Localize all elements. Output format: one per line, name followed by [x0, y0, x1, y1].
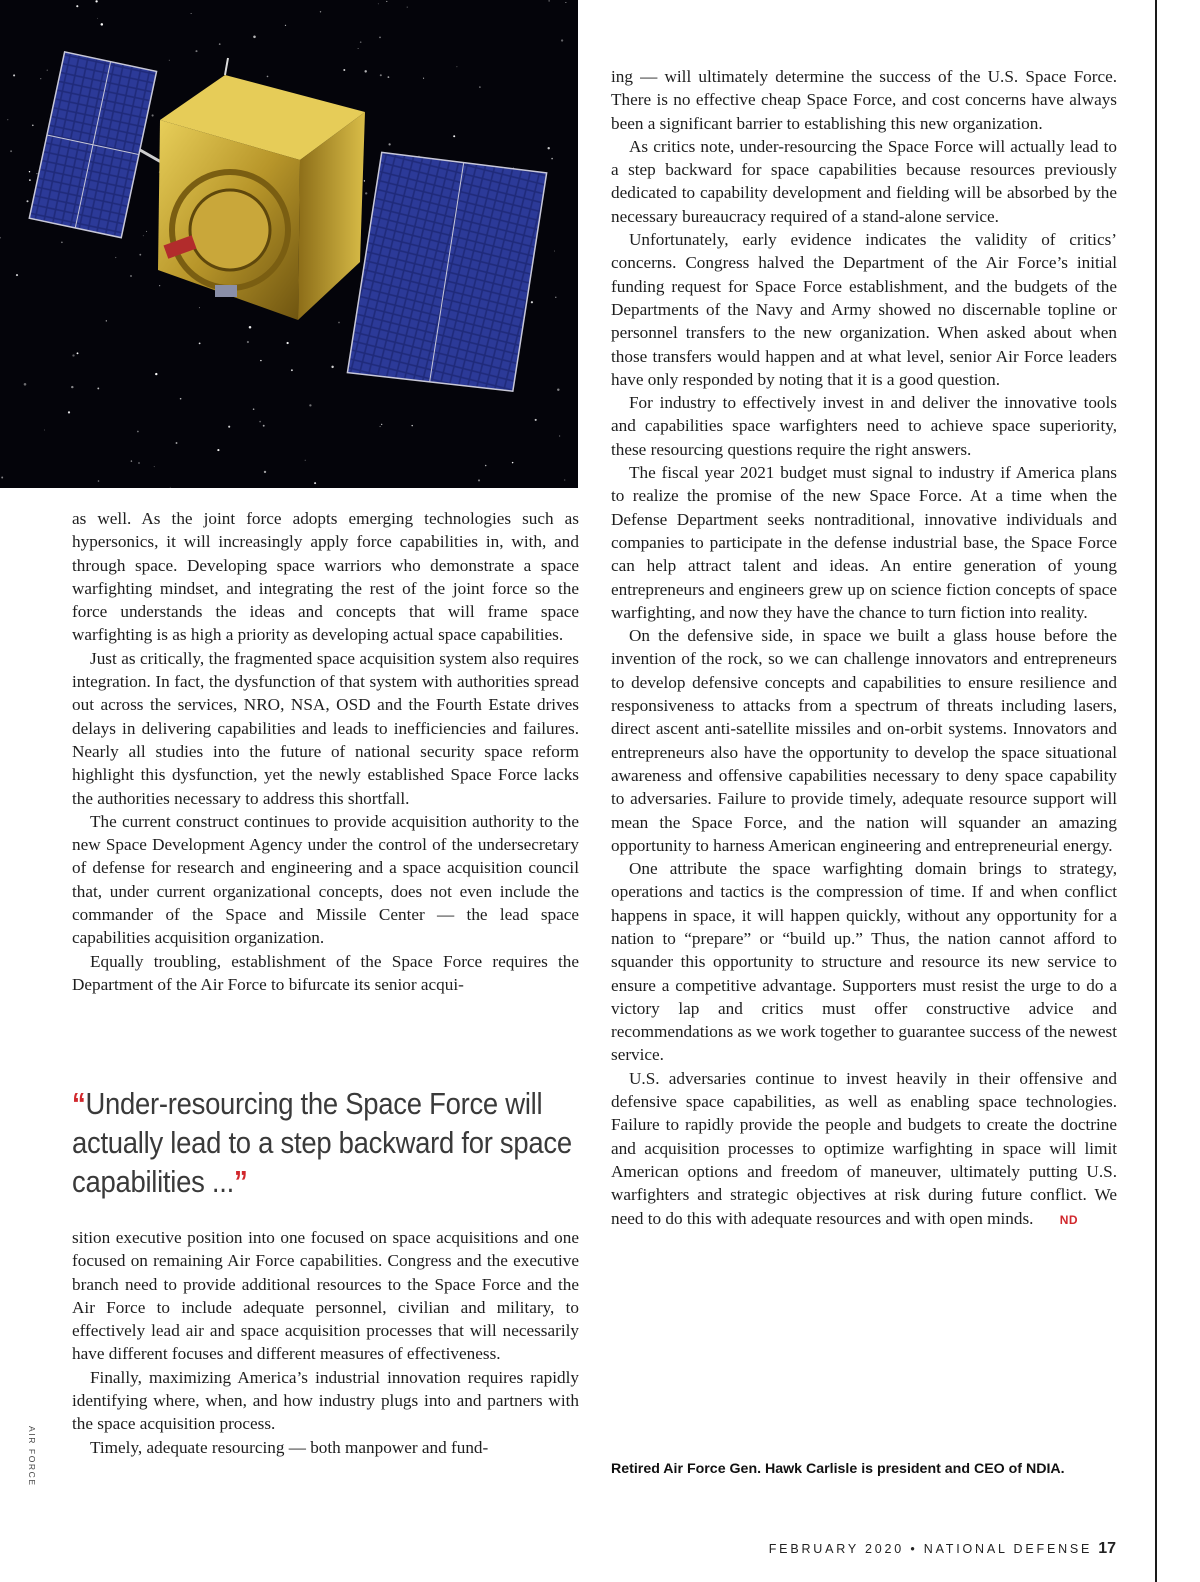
paragraph: Unfortunately, early evidence indicates the validity of critics’ concerns. Congress halved the Department of the Air Force’s initial funding request for Space Force establishment, and the budgets of the Departments of the Navy and Army showed no discernable topline or personnel transfers to the new organization. When asked about when those transfers would happen and at what level, senior Air Force leaders have only responded by noting that it is a good question.	[611, 230, 1117, 389]
pull-quote	[72, 1085, 576, 1202]
star	[565, 2, 566, 3]
star	[358, 48, 359, 49]
author-bio: Retired Air Force Gen. Hawk Carlisle is president and CEO of NDIA.	[611, 1461, 1065, 1477]
star	[380, 74, 382, 76]
star	[115, 257, 116, 258]
paragraph: As critics note, under-resourcing the Space Force will actually lead to a step backward for space capabilities because resources previously dedicated to capability development and fielding will be absorbed by the necessary bureaucracy required of a stand-alone service.	[611, 136, 1117, 226]
star	[169, 60, 170, 61]
star	[381, 424, 382, 425]
star	[407, 7, 408, 8]
star	[479, 86, 480, 87]
star	[309, 404, 311, 406]
star	[47, 70, 48, 71]
star	[29, 179, 31, 181]
star	[378, 3, 379, 4]
paragraph: ing — will ultimately determine the success of the U.S. Space Force. There is no effective cheap Space Force, and cost concerns have always been a significant barrier to establishing this new organization.	[611, 67, 1117, 133]
star	[199, 343, 201, 345]
star	[548, 0, 549, 1]
star	[365, 192, 367, 194]
page-number: 17	[1098, 1540, 1116, 1557]
star	[478, 479, 480, 481]
star	[360, 41, 362, 43]
star	[61, 242, 63, 244]
star	[555, 297, 556, 298]
section-label: AIR FORCE	[27, 1426, 37, 1487]
star	[68, 411, 70, 413]
star	[0, 237, 1, 239]
star	[512, 462, 513, 463]
star	[343, 69, 345, 71]
star	[97, 18, 98, 19]
star	[77, 352, 79, 354]
star	[95, 0, 97, 2]
paragraph: Finally, maximizing America’s industrial innovation requires rapidly identifying where, when, and how industry plugs into and partners with the space acquisition process.	[72, 1367, 579, 1434]
open-quote-mark: “	[72, 1087, 86, 1121]
star	[228, 426, 230, 428]
issue-line: FEBRUARY 2020 • NATIONAL DEFENSE	[768, 1542, 1093, 1556]
star	[72, 354, 74, 356]
star	[314, 482, 316, 484]
final-paragraph	[611, 1067, 1117, 1232]
paragraph: sition executive position into one focused on space acquisitions and one focused on remaining Air Force capabilities. Congress and the executive branch need to provide additional resources to the Space Force and the Air Force to include adequate personnel, civilian and military, to effectively lead air and space acquisition processes that will necessarily have different focuses and different measures of effectiveness.	[72, 1228, 579, 1364]
paragraph: For industry to effectively invest in and deliver the innovative tools and capabilities space warfighters need to achieve space superiority, these resourcing questions require the right answers.	[611, 393, 1117, 459]
star	[106, 320, 107, 321]
star	[76, 5, 78, 7]
star	[13, 74, 15, 76]
pull-quote-text: Under-resourcing the Space Force will actually lead to a step backward for space capabilities ...	[72, 1087, 572, 1199]
page-edge-rule	[1155, 0, 1157, 1582]
star	[29, 171, 30, 172]
paragraph: as well. As the joint force adopts emerging technologies such as hypersonics, it will increasingly apply force capabilities in, with, and through space. Developing space warriors who demonstrate a space warfighting mindset, and integrating the rest of the joint force so the force understands the ideas and concepts that will frame space warfighting is as high a priority as developing actual space capabilities.	[72, 509, 579, 645]
star	[263, 425, 265, 427]
star	[285, 25, 286, 26]
star	[247, 341, 249, 343]
star	[338, 322, 340, 324]
star	[291, 369, 293, 371]
star	[380, 426, 381, 427]
star	[26, 200, 28, 202]
star	[548, 147, 550, 149]
star	[388, 76, 390, 78]
final-paragraph-text: U.S. adversaries continue to invest heavily in their offensive and defensive space capabilities, as well as enabling space technologies. Failure to rapidly provide the people and budgets to create the doctrine and acquisition processes to optimize warfighting in space will limit American options and freedom of maneuver, ultimately putting U.S. warfighters and strategic objectives at risk during future conflict. We need to do this with adequate resources and with open minds.	[611, 1068, 1117, 1228]
star	[253, 36, 256, 39]
star	[138, 462, 139, 463]
star	[154, 466, 155, 467]
paragraph: The fiscal year 2021 budget must signal to industry if America plans to realize the promise of the new Space Force. At a time when the Defense Department seeks nontraditional, innovative individuals and companies to participate in the defense industrial base, the Space Force can help attract talent and ideas. An entire generation of young entrepreneurs and engineers grew up on science fiction concepts of space warfighting, and now they have the chance to turn fiction into reality.	[611, 463, 1117, 622]
star	[170, 487, 171, 488]
paragraph: On the defensive side, in space we built a glass house before the invention of the rock, so we can challenge innovators and entrepreneurs to develop defensive concepts and capabilities to ensure resilience and responsiveness to attacks from a spectrum of threats including lasers, direct ascent anti-satellite missiles and on-orbit systems. Innovators and entrepreneurs also have the opportunity to develop the space situational awareness and offensive capabilities necessary to deny space capability to adversaries. Failure to provide timely, adequate resource support will mean the Space Force, and the nation will squander an amazing opportunity to harness American engineering and entrepreneurial energy.	[611, 626, 1117, 855]
star	[36, 173, 37, 174]
star	[146, 231, 147, 232]
star	[267, 76, 269, 78]
star	[137, 431, 139, 433]
star	[559, 435, 560, 436]
star	[253, 408, 255, 410]
star	[155, 373, 157, 375]
star	[130, 275, 132, 277]
star	[535, 419, 537, 421]
star	[260, 360, 261, 361]
star	[423, 78, 424, 79]
star	[199, 307, 200, 308]
star	[40, 78, 41, 79]
star	[305, 460, 306, 461]
star	[331, 366, 333, 368]
star	[249, 326, 252, 329]
star	[98, 480, 100, 482]
star	[10, 150, 12, 152]
paragraph: Timely, adequate resourcing — both manpower and fund-	[90, 1437, 489, 1457]
star	[143, 235, 144, 236]
close-quote-mark: ”	[234, 1165, 248, 1199]
right-solar-panel	[328, 133, 566, 413]
star	[320, 11, 321, 12]
star	[564, 479, 565, 480]
star	[1, 477, 3, 479]
star	[217, 449, 219, 451]
left-solar-panel	[29, 52, 156, 238]
star	[71, 386, 73, 388]
star	[551, 158, 553, 160]
star	[485, 465, 487, 467]
star	[139, 254, 141, 256]
star	[264, 471, 266, 473]
star	[191, 13, 192, 14]
paragraph: The current construct continues to provide acquisition authority to the new Space Development Agency under the control of the undersecretary of defense for research and engineering and a space acquisition council that, under current organizational concepts, does not even include the commander of the Space and Missile Center — the lead space capabilities acquisition organization.	[72, 811, 579, 948]
star	[101, 23, 104, 26]
star	[364, 180, 365, 181]
star	[44, 430, 45, 431]
star	[554, 251, 555, 252]
folio	[769, 1540, 1116, 1558]
star	[286, 342, 288, 344]
star	[379, 37, 381, 39]
star	[131, 460, 132, 461]
star	[531, 301, 533, 303]
paragraph: Just as critically, the fragmented space acquisition system also requires integration. In fact, the dysfunction of that system with authorities spread out across the services, NRO, NSA, OSD and the Fourth Estate drives delays in delivering capabilities and leads to inefficiencies and failures. Nearly all studies into the future of national security space reform highlight this dysfunction, yet the newly established Space Force lacks the authorities necessary to address this shortfall.	[72, 648, 579, 808]
star	[411, 425, 412, 426]
star	[32, 124, 34, 126]
star	[388, 143, 390, 145]
star	[176, 442, 178, 444]
star	[219, 43, 221, 45]
star	[195, 50, 197, 52]
star	[456, 66, 457, 67]
star	[7, 119, 8, 120]
star	[561, 39, 563, 41]
star	[180, 398, 182, 400]
left-column-bottom	[72, 1226, 579, 1459]
end-mark: ND	[1059, 1212, 1079, 1227]
star	[259, 421, 261, 423]
star	[557, 389, 559, 391]
paragraph: Equally troubling, establishment of the Space Force requires the Department of the Air Force to bifurcate its senior acqui-	[72, 951, 579, 994]
star	[364, 70, 366, 72]
star	[152, 114, 154, 116]
star	[386, 1, 387, 2]
star	[16, 274, 18, 276]
right-column	[611, 65, 1117, 1232]
star	[453, 135, 455, 137]
satellite-photo	[0, 0, 578, 488]
star	[159, 285, 160, 286]
left-column-top	[72, 507, 579, 996]
star	[97, 387, 99, 389]
paragraph: One attribute the space warfighting domain brings to strategy, operations and tactics is the compression of time. If and when conflict happens in space, it will happen quickly, without any opportunity for a nation to “prepare” or “build up.” Thus, the nation cannot afford to squander this opportunity to structure and resource its new service to ensure a competitive advantage. Supporters must resist the urge to do a victory lap and critics must offer constructive advice and recommendations as we work together to guarantee success of the newest service.	[611, 859, 1117, 1065]
star	[24, 383, 27, 386]
